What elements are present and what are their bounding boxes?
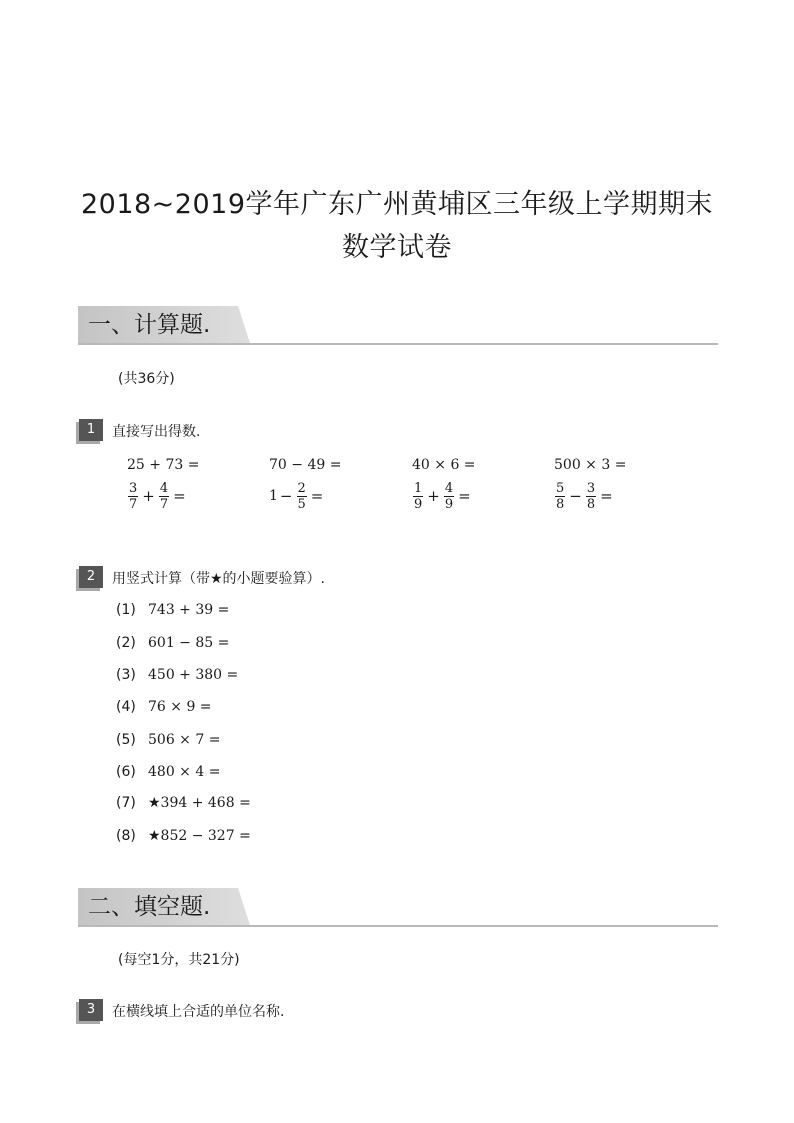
question-text: 在横线填上合适的单位名称. <box>112 1004 285 1020</box>
fraction <box>555 481 565 512</box>
numerator: 1 <box>414 480 423 496</box>
vertical-calc-expression: ★394 + 468 = <box>148 795 251 811</box>
numerator: 4 <box>444 480 454 496</box>
sub-question <box>116 696 212 718</box>
numerator: 4 <box>159 480 169 496</box>
section-divider <box>78 343 718 345</box>
denominator: 7 <box>159 496 169 512</box>
equals-sign: = <box>310 487 324 505</box>
denominator: 9 <box>444 496 454 512</box>
fraction-expression <box>126 478 188 514</box>
whole-number: 1 <box>269 488 278 504</box>
denominator: 9 <box>414 496 423 512</box>
sub-question-index: (2) <box>116 635 136 651</box>
section-title: 二、填空题. <box>88 894 211 920</box>
question-number-badge: 2 <box>79 566 103 588</box>
equals-sign: = <box>458 487 471 505</box>
question-text: 直接写出得数. <box>112 424 201 440</box>
oral-calc-expression: 25 + 73 = <box>127 457 200 473</box>
sub-question <box>116 599 229 621</box>
operator: + <box>142 487 155 505</box>
section-header-fill-in <box>78 888 718 928</box>
title-line-1: 2018~2019学年广东广州黄埔区三年级上学期期末 <box>80 189 714 220</box>
operator: − <box>569 487 582 505</box>
sub-question-index: (4) <box>116 699 136 715</box>
sub-question <box>116 632 229 654</box>
sub-question <box>116 729 220 751</box>
sub-question <box>116 792 251 814</box>
fraction <box>444 481 454 512</box>
oral-calc-expression: 500 × 3 = <box>554 457 627 473</box>
denominator: 5 <box>297 496 306 512</box>
operator: + <box>427 487 440 505</box>
question-text: 用竖式计算（带★的小题要验算）. <box>112 571 326 587</box>
sub-question <box>116 761 220 783</box>
denominator: 7 <box>129 496 138 512</box>
sub-question <box>116 825 251 847</box>
sub-question <box>116 664 238 686</box>
sub-question-index: (5) <box>116 732 136 748</box>
sub-question-index: (7) <box>116 795 136 811</box>
numerator: 2 <box>297 480 306 496</box>
section-score-note: (共36分) <box>118 371 175 387</box>
vertical-calc-expression: 480 × 4 = <box>148 764 221 780</box>
numerator: 3 <box>129 480 138 496</box>
title-line-2: 数学试卷 <box>342 232 452 263</box>
fraction-expression <box>553 478 615 514</box>
vertical-calc-expression: 450 + 380 = <box>148 667 239 683</box>
fraction-expression <box>269 478 325 514</box>
vertical-calc-expression: ★852 − 327 = <box>148 828 251 844</box>
section-score-note: (每空1分，共21分) <box>118 952 240 968</box>
fraction-expression <box>411 478 473 514</box>
fraction <box>586 481 596 512</box>
vertical-calc-expression: 76 × 9 = <box>148 699 212 715</box>
sub-question-index: (3) <box>116 667 136 683</box>
numerator: 5 <box>556 480 565 496</box>
fraction <box>128 481 138 512</box>
numerator: 3 <box>586 480 596 496</box>
vertical-calc-expression: 506 × 7 = <box>148 732 221 748</box>
section-title: 一、计算题. <box>88 312 211 338</box>
operator: − <box>279 487 293 505</box>
equals-sign: = <box>600 487 613 505</box>
fraction <box>413 481 423 512</box>
vertical-calc-expression: 601 − 85 = <box>148 635 230 651</box>
denominator: 8 <box>556 496 565 512</box>
fraction <box>297 481 307 512</box>
section-divider <box>78 925 718 927</box>
equals-sign: = <box>173 487 186 505</box>
sub-question-index: (6) <box>116 764 136 780</box>
vertical-calc-expression: 743 + 39 = <box>148 602 230 618</box>
question-number-badge: 1 <box>79 419 103 441</box>
sub-question-index: (8) <box>116 828 136 844</box>
oral-calc-expression: 70 − 49 = <box>269 457 342 473</box>
section-header-calculation <box>78 306 718 346</box>
fraction <box>159 481 169 512</box>
question-number-badge: 3 <box>79 999 103 1021</box>
oral-calc-expression: 40 × 6 = <box>412 457 476 473</box>
denominator: 8 <box>586 496 596 512</box>
sub-question-index: (1) <box>116 602 136 618</box>
